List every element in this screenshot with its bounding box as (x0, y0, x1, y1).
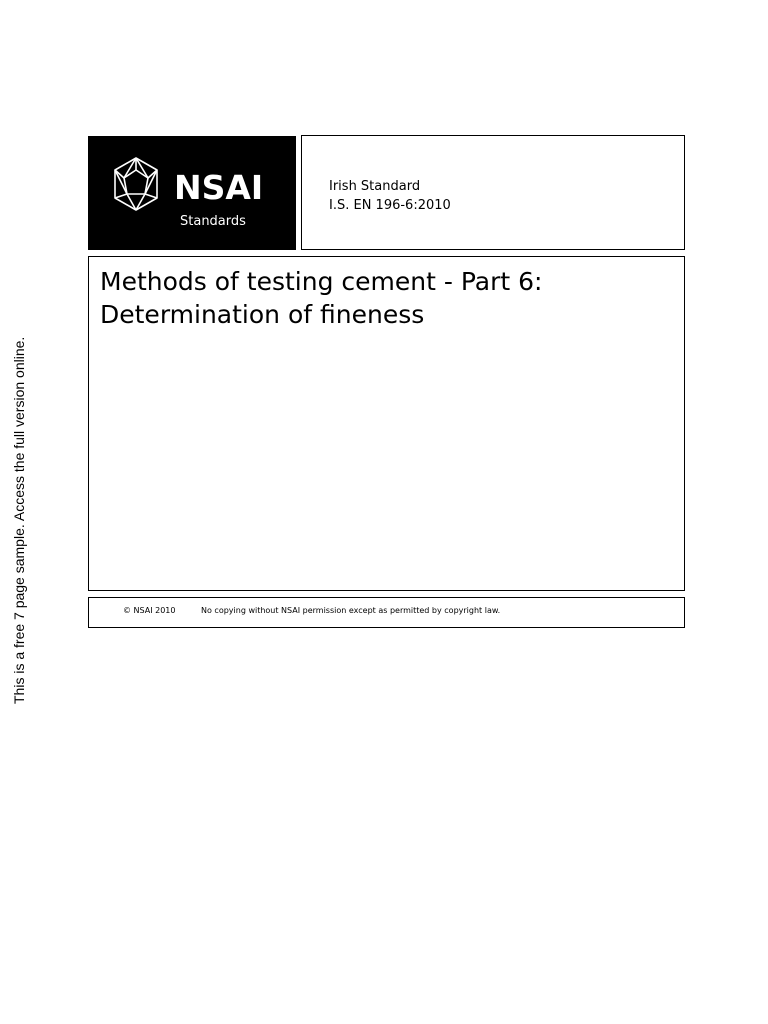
standard-info-box (301, 135, 685, 250)
sample-notice: This is a free 7 page sample. Access the full version online. (11, 336, 27, 704)
nsai-geodesic-logo-icon (112, 156, 160, 212)
copyright-footer (88, 597, 685, 628)
standard-type: Irish Standard (329, 179, 421, 194)
nsai-wordmark: NSAI (174, 168, 264, 207)
title-line-2: Determination of fineness (100, 300, 425, 329)
standard-number: I.S. EN 196-6:2010 (329, 198, 451, 213)
title-line-1: Methods of testing cement - Part 6: (100, 267, 543, 296)
document-title (100, 265, 670, 331)
nsai-logo-block (88, 136, 296, 250)
nsai-subtitle: Standards (180, 214, 246, 229)
copyright-text: © NSAI 2010 (123, 606, 176, 615)
copyright-notice: No copying without NSAI permission except as permitted by copyright law. (201, 606, 501, 615)
title-box (88, 256, 685, 591)
